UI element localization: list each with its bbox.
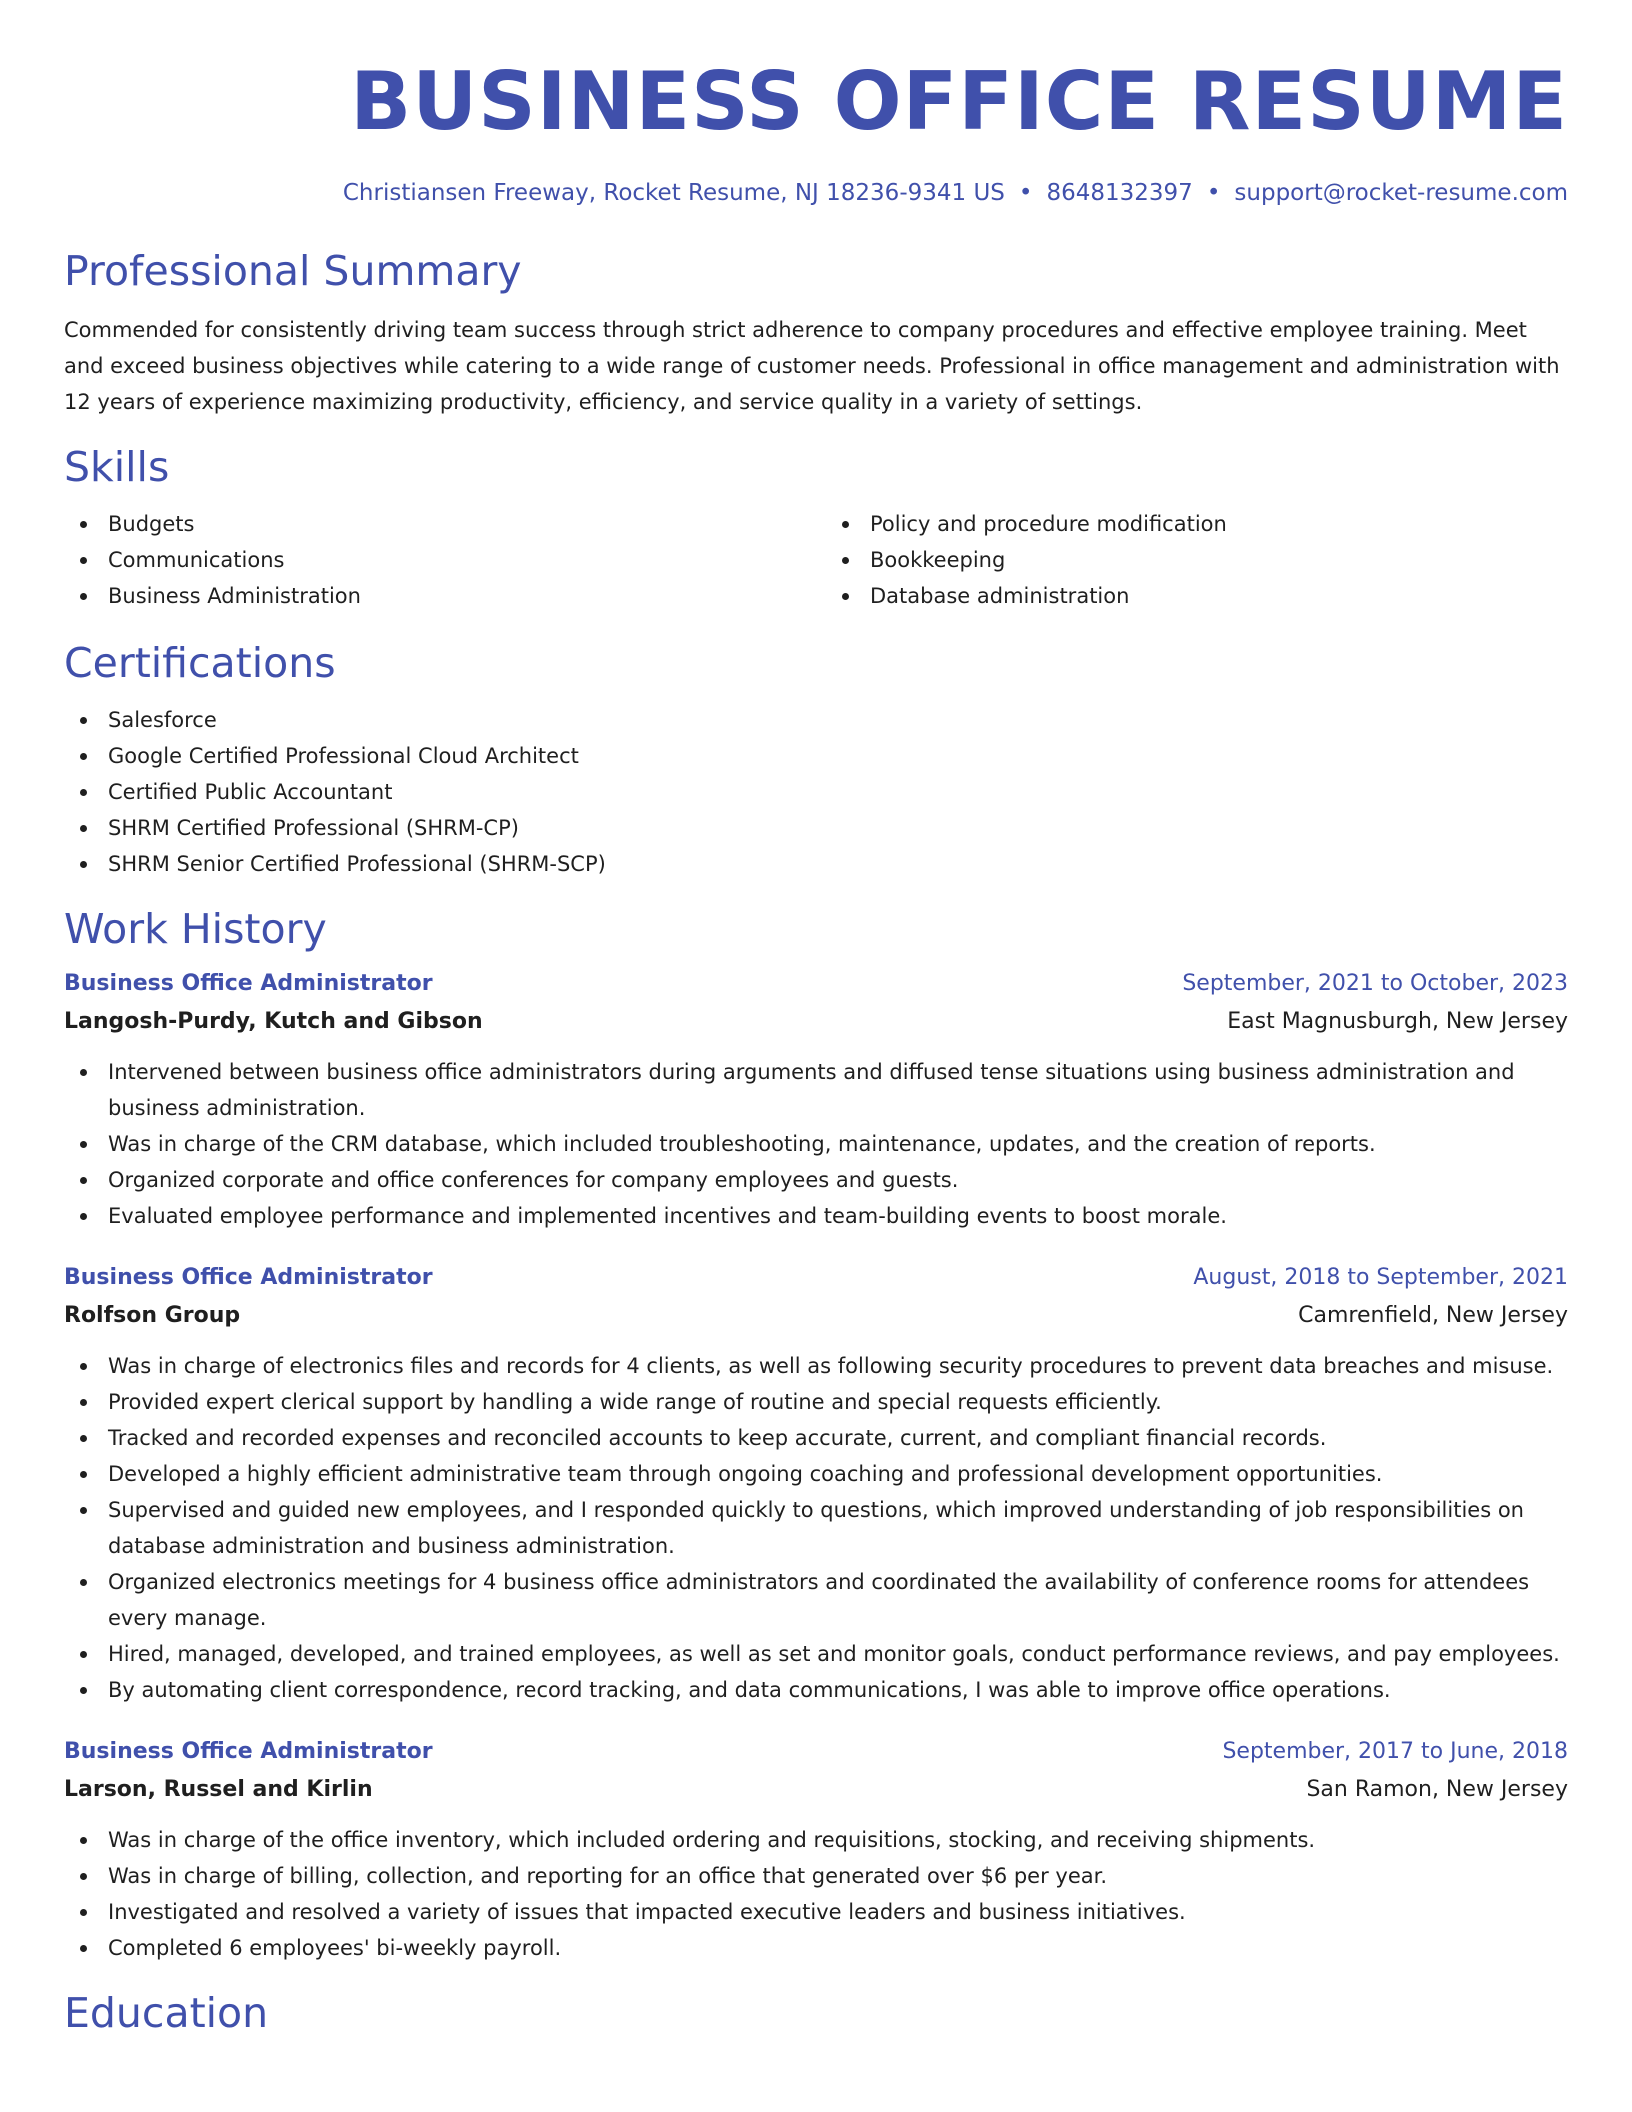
job-bullet: Was in charge of the CRM database, which included troubleshooting, maintenance, updates, and the creation of reports.	[64, 1126, 1568, 1162]
job-entry	[64, 1734, 1568, 1966]
skill-item: Communications	[64, 542, 806, 578]
resume-title: BUSINESS OFFICE RESUME	[350, 55, 1568, 148]
job-bullet: Supervised and guided new employees, and I responded quickly to questions, which improved understanding of job responsibilities on database administration and business administration.	[64, 1492, 1568, 1564]
job-dates: September, 2021 to October, 2023	[1182, 971, 1568, 996]
job-bullet: Organized electronics meetings for 4 business office administrators and coordinated the availability of conference rooms for attendees every manage.	[64, 1564, 1568, 1636]
job-company: Langosh-Purdy, Kutch and Gibson	[64, 1009, 483, 1034]
job-entry	[64, 1260, 1568, 1708]
job-bullet: Was in charge of electronics files and records for 4 clients, as well as following security procedures to prevent data breaches and misuse.	[64, 1348, 1568, 1384]
contact-line	[64, 178, 1568, 208]
job-header-row	[64, 1734, 1568, 1770]
job-bullet: Investigated and resolved a variety of issues that impacted executive leaders and business initiatives.	[64, 1894, 1568, 1930]
job-bullet: Organized corporate and office conferences for company employees and guests.	[64, 1162, 1568, 1198]
job-bullet: Tracked and recorded expenses and reconciled accounts to keep accurate, current, and compliant financial records.	[64, 1420, 1568, 1456]
job-bullet: Provided expert clerical support by handling a wide range of routine and special requests efficiently.	[64, 1384, 1568, 1420]
contact-separator: •	[1206, 180, 1221, 206]
job-company: Larson, Russel and Kirlin	[64, 1777, 373, 1802]
job-header-row	[64, 966, 1568, 1002]
job-company-row	[64, 1296, 1568, 1336]
summary-text: Commended for consistently driving team success through strict adherence to company procedures and effective employee training. Meet and exceed business objectives while catering to a wide range of customer needs. Professional in office management and administration with 12 years of experience maximizing productivity, efficiency, and service quality in a variety of settings.	[64, 318, 1560, 414]
certification-item: Salesforce	[64, 702, 1568, 738]
job-bullet: Was in charge of billing, collection, and reporting for an office that generated over $6 per year.	[64, 1858, 1568, 1894]
job-bullets	[64, 1822, 1568, 1966]
job-bullets	[64, 1348, 1568, 1708]
job-title: Business Office Administrator	[64, 1739, 433, 1764]
job-title: Business Office Administrator	[64, 1265, 433, 1290]
job-company: Rolfson Group	[64, 1303, 241, 1328]
certification-item: Google Certified Professional Cloud Architect	[64, 738, 1568, 774]
job-bullet: Hired, managed, developed, and trained employees, as well as set and monitor goals, conduct performance reviews, and pay employees.	[64, 1636, 1568, 1672]
job-bullet: Was in charge of the office inventory, which included ordering and requisitions, stocking, and receiving shipments.	[64, 1822, 1568, 1858]
contact-phone: 8648132397	[1046, 180, 1193, 206]
work-history-heading: Work History	[64, 905, 327, 953]
certification-item: SHRM Certified Professional (SHRM-CP)	[64, 810, 1568, 846]
contact-email[interactable]: support@rocket-resume.com	[1234, 180, 1568, 206]
job-bullets	[64, 1054, 1568, 1234]
job-dates: September, 2017 to June, 2018	[1222, 1739, 1568, 1764]
contact-separator: •	[1018, 180, 1033, 206]
job-location: San Ramon, New Jersey	[1306, 1777, 1568, 1802]
skill-item: Bookkeeping	[826, 542, 1568, 578]
skills-heading: Skills	[64, 443, 170, 491]
certification-item: Certified Public Accountant	[64, 774, 1568, 810]
job-bullet: Developed a highly efficient administrative team through ongoing coaching and professional development opportunities.	[64, 1456, 1568, 1492]
skill-item: Database administration	[826, 578, 1568, 614]
certifications-heading: Certifications	[64, 639, 336, 687]
skills-grid	[64, 506, 1568, 614]
skills-list-left	[64, 506, 806, 614]
job-company-row	[64, 1770, 1568, 1810]
job-location: East Magnusburgh, New Jersey	[1227, 1009, 1568, 1034]
job-bullet: Completed 6 employees' bi-weekly payroll.	[64, 1930, 1568, 1966]
summary-heading: Professional Summary	[64, 247, 522, 295]
job-location: Camrenfield, New Jersey	[1298, 1303, 1568, 1328]
job-bullet: Evaluated employee performance and implemented incentives and team-building events to boost morale.	[64, 1198, 1568, 1234]
job-bullet: By automating client correspondence, record tracking, and data communications, I was able to improve office operations.	[64, 1672, 1568, 1708]
job-entry	[64, 966, 1568, 1234]
job-dates: August, 2018 to September, 2021	[1193, 1265, 1568, 1290]
contact-address: Christiansen Freeway, Rocket Resume, NJ 18236-9341 US	[342, 180, 1005, 206]
job-bullet: Intervened between business office administrators during arguments and diffused tense situations using business administration and business administration.	[64, 1054, 1568, 1126]
skills-list-right	[826, 506, 1568, 614]
job-company-row	[64, 1002, 1568, 1042]
job-title: Business Office Administrator	[64, 971, 433, 996]
education-heading: Education	[64, 1989, 269, 2037]
skill-item: Policy and procedure modification	[826, 506, 1568, 542]
skill-item: Budgets	[64, 506, 806, 542]
skill-item: Business Administration	[64, 578, 806, 614]
certification-item: SHRM Senior Certified Professional (SHRM-SCP)	[64, 846, 1568, 882]
certifications-list	[64, 702, 1568, 882]
resume-page	[64, 0, 1568, 2112]
job-header-row	[64, 1260, 1568, 1296]
